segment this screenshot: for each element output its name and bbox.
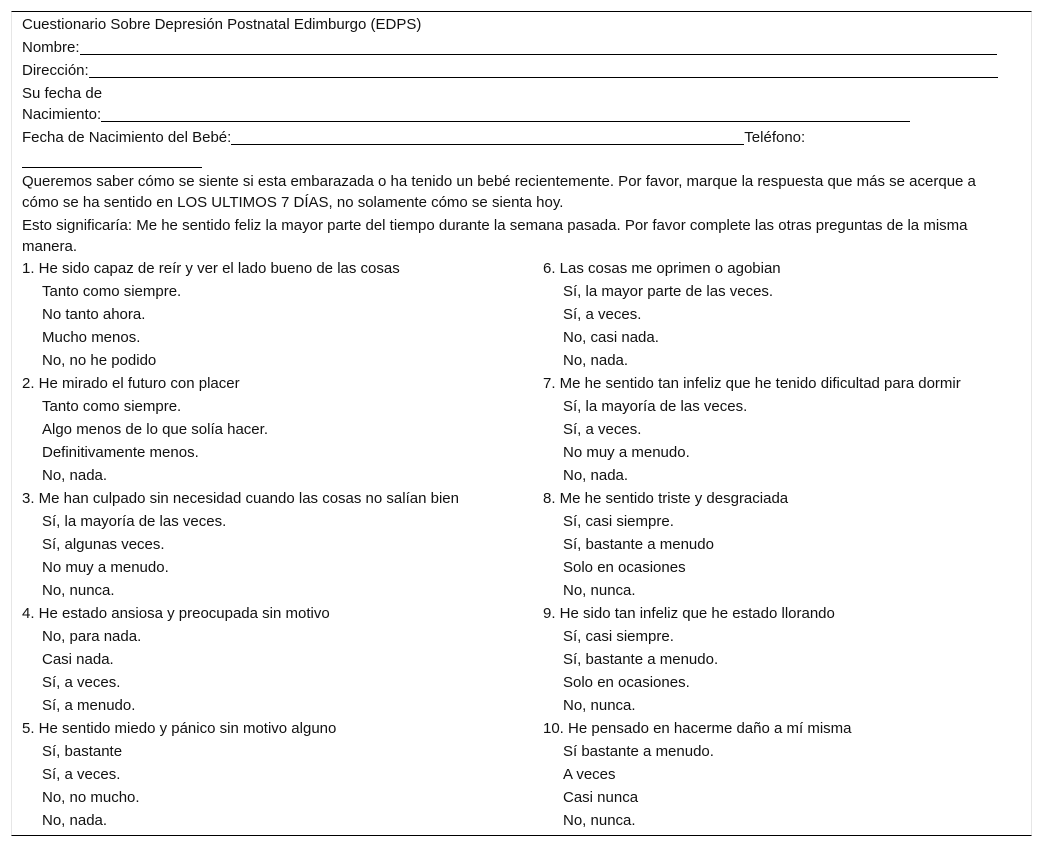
- answer-option[interactable]: Sí, algunas veces.: [42, 536, 165, 553]
- answer-option[interactable]: No, nada.: [42, 467, 108, 484]
- answer-option[interactable]: No, no mucho.: [42, 789, 140, 806]
- answer-option[interactable]: Sí, a veces.: [563, 306, 642, 323]
- answer-option[interactable]: No tanto ahora.: [42, 306, 146, 323]
- phone-row: [22, 150, 202, 171]
- question-7: 7. Me he sentido tan infeliz que he tenido dificultad para dormir: [543, 375, 961, 392]
- question-4: 4. He estado ansiosa y preocupada sin motivo: [22, 605, 330, 622]
- answer-option[interactable]: Algo menos de lo que solía hacer.: [42, 421, 268, 438]
- answer-option[interactable]: No, nada.: [563, 352, 629, 369]
- address-row: [22, 60, 998, 81]
- baby-dob-label: Fecha de Nacimiento del Bebé:: [22, 129, 232, 146]
- answer-option[interactable]: Sí, a veces.: [42, 766, 121, 783]
- name-label: Nombre:: [22, 39, 80, 56]
- answer-option[interactable]: Sí, bastante: [42, 743, 123, 760]
- answer-option[interactable]: Sí, casi siempre.: [563, 513, 674, 530]
- name-field[interactable]: [80, 37, 997, 55]
- answer-option[interactable]: Sí, a veces.: [42, 674, 121, 691]
- dob-label: Nacimiento:: [22, 106, 102, 123]
- answer-option[interactable]: Solo en ocasiones: [563, 559, 686, 576]
- answer-option[interactable]: Mucho menos.: [42, 329, 141, 346]
- answer-option[interactable]: Casi nunca: [563, 789, 639, 806]
- answer-option[interactable]: Sí, la mayoría de las veces.: [563, 398, 748, 415]
- answer-option[interactable]: No, nunca.: [563, 697, 636, 714]
- answer-option[interactable]: Casi nada.: [42, 651, 114, 668]
- answer-option[interactable]: No, nunca.: [563, 582, 636, 599]
- answer-option[interactable]: No, nada.: [563, 467, 629, 484]
- answer-option[interactable]: No, no he podido: [42, 352, 157, 369]
- example-paragraph: Esto significaría: Me he sentido feliz la mayor parte del tiempo durante la semana pasada. Por favor complete las otras preguntas de la misma manera.: [22, 217, 968, 255]
- question-3: 3. Me han culpado sin necesidad cuando las cosas no salían bien: [22, 490, 459, 507]
- answer-option[interactable]: No, nada.: [42, 812, 108, 829]
- phone-label: Teléfono:: [744, 129, 806, 146]
- answer-option[interactable]: Definitivamente menos.: [42, 444, 199, 461]
- dob-field[interactable]: [101, 104, 910, 122]
- phone-field[interactable]: [22, 150, 202, 168]
- answer-option[interactable]: No, nunca.: [42, 582, 115, 599]
- answer-option[interactable]: Sí bastante a menudo.: [563, 743, 714, 760]
- answer-option[interactable]: Sí, a menudo.: [42, 697, 136, 714]
- answer-option[interactable]: Solo en ocasiones.: [563, 674, 690, 691]
- dob-label-first-line: Su fecha de: [22, 85, 103, 102]
- answer-option[interactable]: Sí, casi siempre.: [563, 628, 674, 645]
- answer-option[interactable]: A veces: [563, 766, 616, 783]
- question-2: 2. He mirado el futuro con placer: [22, 375, 240, 392]
- question-8: 8. Me he sentido triste y desgraciada: [543, 490, 789, 507]
- answer-option[interactable]: Sí, a veces.: [563, 421, 642, 438]
- answer-option[interactable]: Tanto como siempre.: [42, 283, 182, 300]
- answer-option[interactable]: No muy a menudo.: [563, 444, 690, 461]
- answer-option[interactable]: No muy a menudo.: [42, 559, 169, 576]
- baby-dob-field[interactable]: [231, 127, 744, 145]
- question-6: 6. Las cosas me oprimen o agobian: [543, 260, 781, 277]
- answer-option[interactable]: Sí, la mayor parte de las veces.: [563, 283, 774, 300]
- question-9: 9. He sido tan infeliz que he estado llorando: [543, 605, 835, 622]
- question-1: 1. He sido capaz de reír y ver el lado bueno de las cosas: [22, 260, 400, 277]
- baby-dob-row: [22, 127, 805, 148]
- answer-option[interactable]: Sí, bastante a menudo.: [563, 651, 719, 668]
- address-label: Dirección:: [22, 62, 89, 79]
- answer-option[interactable]: Tanto como siempre.: [42, 398, 182, 415]
- answer-option[interactable]: Sí, la mayoría de las veces.: [42, 513, 227, 530]
- question-10: 10. He pensado en hacerme daño a mí misma: [543, 720, 852, 737]
- address-field[interactable]: [89, 60, 998, 78]
- answer-option[interactable]: No, para nada.: [42, 628, 142, 645]
- intro-paragraph: Queremos saber cómo se siente si esta embarazada o ha tenido un bebé recientemente. Por favor, marque la respuesta que más se acerque a cómo se ha sentido en LOS ULTIMOS 7 DÍAS, no solamente cómo se sienta hoy.: [22, 173, 976, 211]
- form-title: Cuestionario Sobre Depresión Postnatal Edimburgo (EDPS): [22, 16, 422, 33]
- answer-option[interactable]: Sí, bastante a menudo: [563, 536, 714, 553]
- edps-questionnaire: [11, 11, 1032, 836]
- answer-option[interactable]: No, nunca.: [563, 812, 636, 829]
- answer-option[interactable]: No, casi nada.: [563, 329, 659, 346]
- dob-row: [22, 104, 910, 125]
- name-row: [22, 37, 997, 58]
- question-5: 5. He sentido miedo y pánico sin motivo alguno: [22, 720, 337, 737]
